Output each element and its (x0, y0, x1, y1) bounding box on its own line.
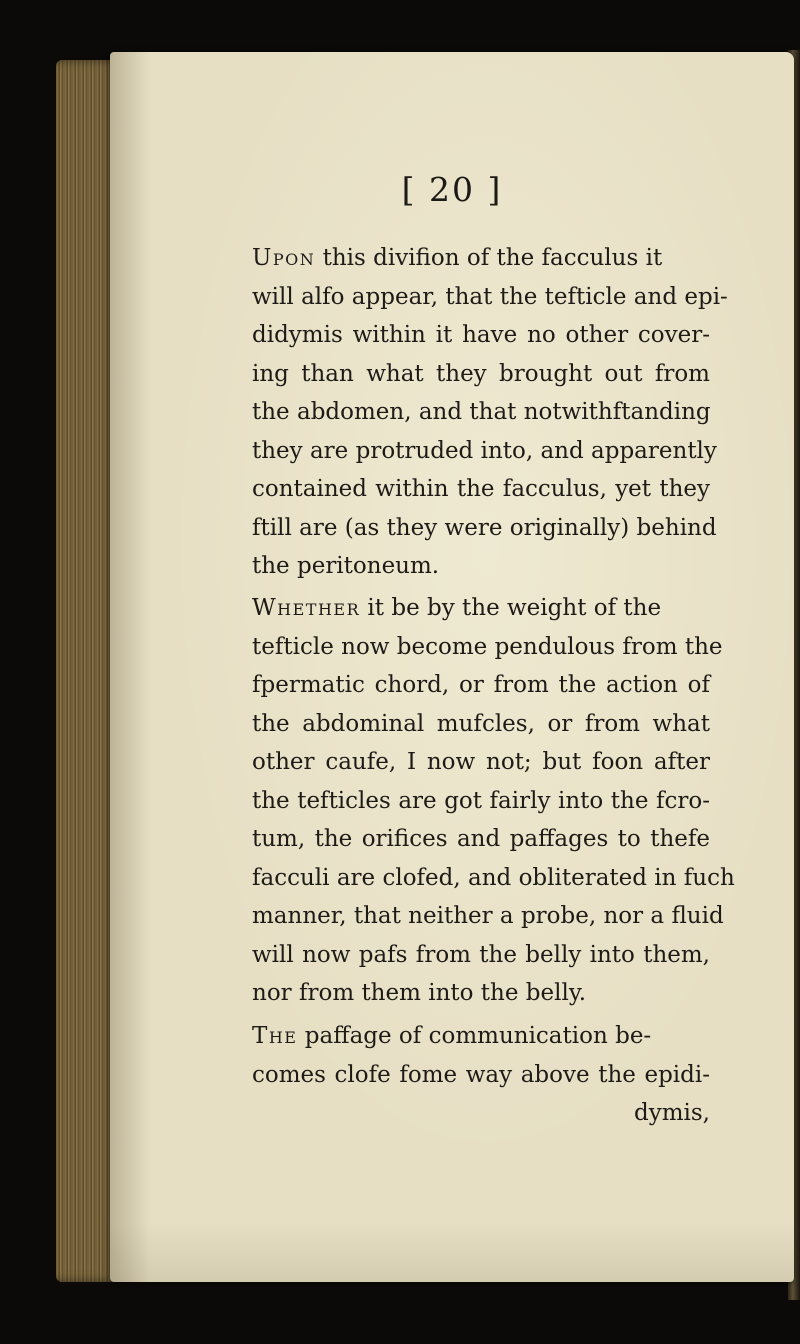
text-line: ftill are (as they were originally) behind (252, 514, 717, 541)
text-line: facculi are clofed, and obliterated in fuch (252, 864, 735, 891)
text-line: the peritoneum. (252, 553, 440, 579)
catchword: dymis, (634, 1100, 710, 1126)
text-line: contained within the facculus, yet they (252, 476, 710, 502)
text-line: will now pafs from the belly into them, (252, 941, 710, 968)
text-line: manner, that neither a probe, nor a fluid (252, 903, 724, 929)
text-line: other caufe, I now not; but foon after (252, 749, 710, 775)
text-line: nor from them into the belly. (252, 980, 587, 1006)
text-line: fpermatic chord, or from the action of (252, 672, 710, 698)
text-line: tum, the orifices and paffages to thefe (252, 826, 710, 852)
lead-word: Upon (252, 245, 316, 271)
paragraph-1 (252, 239, 728, 586)
text-line: the tefticles are got fairly into the fcro- (252, 787, 710, 814)
text-line: tefticle now become pendulous from the (252, 633, 723, 660)
text-line: ing than what they brought out from (252, 360, 710, 387)
text-line: this divifion of the facculus it (315, 245, 663, 271)
text-line: it be by the weight of the (360, 595, 662, 621)
page-edges (56, 60, 118, 1282)
page-number-header: [ 20 ] (401, 170, 503, 209)
paragraph-3 (252, 1017, 710, 1133)
lead-word: The (252, 1023, 298, 1049)
text-line: the abdominal mufcles, or from what (252, 710, 710, 737)
lead-word: Whether (252, 595, 361, 621)
text-line: the abdomen, and that notwithftanding (252, 399, 711, 425)
text-line: will alfo appear, that the tefticle and epi- (252, 283, 728, 310)
text-line: comes clofe fome way above the epidi- (252, 1061, 710, 1088)
text-line: they are protruded into, and apparently (252, 437, 717, 464)
paragraph-2 (252, 589, 735, 1013)
text-line: didymis within it have no other cover- (252, 322, 710, 348)
text-line: paffage of communication be- (297, 1023, 652, 1049)
